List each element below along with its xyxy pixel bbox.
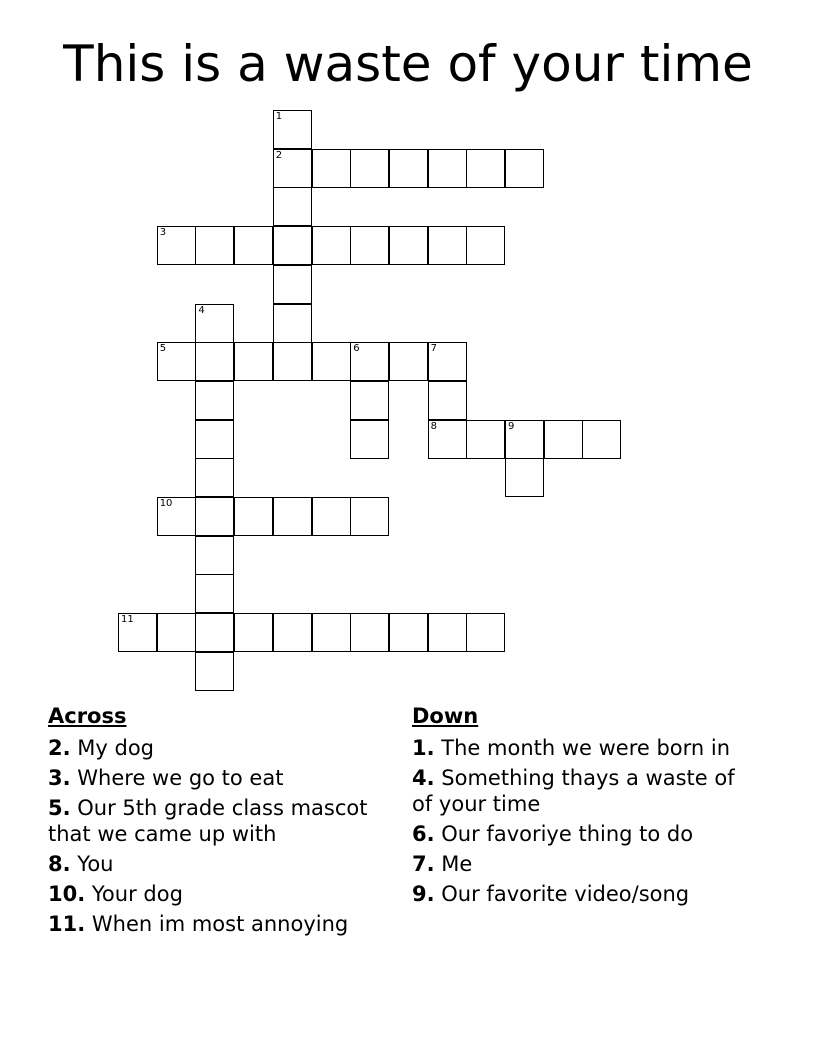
grid-cell[interactable] xyxy=(582,420,621,459)
grid-cell[interactable] xyxy=(389,149,428,188)
grid-cell[interactable] xyxy=(118,613,157,652)
grid-cell[interactable] xyxy=(273,304,312,343)
clue-number: 7. xyxy=(412,852,435,876)
grid-cell[interactable] xyxy=(389,342,428,381)
clue-number: 6. xyxy=(412,822,435,846)
clue-text: Me xyxy=(441,852,473,876)
clue-number: 11. xyxy=(48,912,86,936)
cell-number: 5 xyxy=(159,343,167,355)
grid-cell[interactable] xyxy=(466,613,505,652)
grid-cell[interactable] xyxy=(505,458,544,497)
grid-cell[interactable] xyxy=(312,149,351,188)
cell-number: 11 xyxy=(121,614,134,626)
page-title: This is a waste of your time xyxy=(63,35,753,93)
down-clue-list xyxy=(412,735,752,907)
clue-number: 4. xyxy=(412,766,435,790)
grid-cell[interactable] xyxy=(195,536,234,575)
clue-number: 2. xyxy=(48,736,71,760)
cell-number: 10 xyxy=(159,498,173,509)
clue-text: You xyxy=(77,852,114,876)
grid-cell[interactable] xyxy=(312,613,351,652)
clue-text: Our favorite video/song xyxy=(441,882,690,906)
grid-cell[interactable] xyxy=(273,187,312,226)
grid-cell[interactable] xyxy=(273,226,312,265)
grid-cell[interactable] xyxy=(195,574,234,613)
across-clue xyxy=(48,765,408,791)
grid-cell[interactable] xyxy=(195,497,234,536)
grid-cell[interactable] xyxy=(195,381,234,420)
grid-cell[interactable] xyxy=(350,381,389,420)
grid-cell[interactable] xyxy=(350,613,389,652)
grid-cell[interactable] xyxy=(428,381,467,420)
grid-cell[interactable] xyxy=(273,149,312,188)
grid-cell[interactable] xyxy=(389,613,428,652)
grid-cell[interactable] xyxy=(466,226,505,265)
cell-number: 7 xyxy=(430,343,437,355)
clue-text: My dog xyxy=(77,736,155,760)
down-clue xyxy=(412,821,752,847)
grid-cell[interactable] xyxy=(350,420,389,459)
grid-cell[interactable] xyxy=(428,342,467,381)
clue-text: Our 5th grade class mascot that we came up with xyxy=(48,796,368,846)
clue-number: 8. xyxy=(48,852,71,876)
across-clue xyxy=(48,851,408,877)
clue-number: 5. xyxy=(48,796,71,820)
cell-number: 6 xyxy=(353,343,360,355)
down-heading: Down xyxy=(412,704,479,728)
clue-text: The month we were born in xyxy=(441,736,731,760)
cell-number: 3 xyxy=(159,227,167,239)
clue-number: 9. xyxy=(412,882,435,906)
grid-cell[interactable] xyxy=(157,342,196,381)
grid-cell[interactable] xyxy=(466,420,505,459)
grid-cell[interactable] xyxy=(428,149,467,188)
grid-cell[interactable] xyxy=(350,149,389,188)
grid-cell[interactable] xyxy=(273,497,312,536)
grid-cell[interactable] xyxy=(312,342,351,381)
cell-number: 8 xyxy=(430,420,437,432)
grid-cell[interactable] xyxy=(273,110,312,149)
grid-cell[interactable] xyxy=(157,613,196,652)
grid-cell[interactable] xyxy=(350,497,389,536)
grid-cell[interactable] xyxy=(350,342,389,381)
across-clue xyxy=(48,911,408,937)
grid-cell[interactable] xyxy=(428,420,467,459)
clue-number: 1. xyxy=(412,736,435,760)
grid-cell[interactable] xyxy=(428,613,467,652)
cell-number: 4 xyxy=(198,304,205,316)
grid-cell[interactable] xyxy=(157,497,196,536)
grid-cell[interactable] xyxy=(273,613,312,652)
grid-cell[interactable] xyxy=(389,226,428,265)
grid-cell[interactable] xyxy=(428,226,467,265)
clue-text: Where we go to eat xyxy=(77,766,284,790)
down-clue xyxy=(412,851,752,877)
grid-cell[interactable] xyxy=(195,458,234,497)
down-clue xyxy=(412,765,752,817)
across-clue xyxy=(48,735,408,761)
grid-cell[interactable] xyxy=(234,613,273,652)
across-clues xyxy=(48,703,408,941)
grid-cell[interactable] xyxy=(157,226,196,265)
clue-text: Your dog xyxy=(91,882,183,906)
grid-cell[interactable] xyxy=(505,420,544,459)
down-clue xyxy=(412,735,752,761)
grid-cell[interactable] xyxy=(195,342,234,381)
across-clue xyxy=(48,881,408,907)
grid-cell[interactable] xyxy=(544,420,583,459)
cell-number: 9 xyxy=(508,420,515,432)
cell-number: 2 xyxy=(275,149,283,161)
across-heading: Across xyxy=(48,704,127,728)
grid-cell[interactable] xyxy=(234,226,273,265)
clue-text: Something thays a waste of of your time xyxy=(412,766,735,816)
grid-cell[interactable] xyxy=(195,226,234,265)
grid-cell[interactable] xyxy=(273,342,312,381)
clue-number: 10. xyxy=(48,882,86,906)
grid-cell[interactable] xyxy=(312,497,351,536)
cell-number: 1 xyxy=(275,111,283,122)
clue-text: Our favoriye thing to do xyxy=(441,822,694,846)
grid-cell[interactable] xyxy=(234,342,273,381)
grid-cell[interactable] xyxy=(195,420,234,459)
clue-text: When im most annoying xyxy=(91,912,349,936)
down-clue xyxy=(412,881,752,907)
grid-cell[interactable] xyxy=(273,265,312,304)
grid-cell[interactable] xyxy=(350,226,389,265)
grid-cell[interactable] xyxy=(195,304,234,343)
down-clues xyxy=(412,703,752,911)
across-clue xyxy=(48,795,408,847)
grid-cell[interactable] xyxy=(505,149,544,188)
grid-cell[interactable] xyxy=(195,652,234,691)
grid-cell[interactable] xyxy=(234,497,273,536)
grid-cell[interactable] xyxy=(312,226,351,265)
across-clue-list xyxy=(48,735,408,937)
grid-cell[interactable] xyxy=(466,149,505,188)
clue-number: 3. xyxy=(48,766,71,790)
grid-cell[interactable] xyxy=(195,613,234,652)
